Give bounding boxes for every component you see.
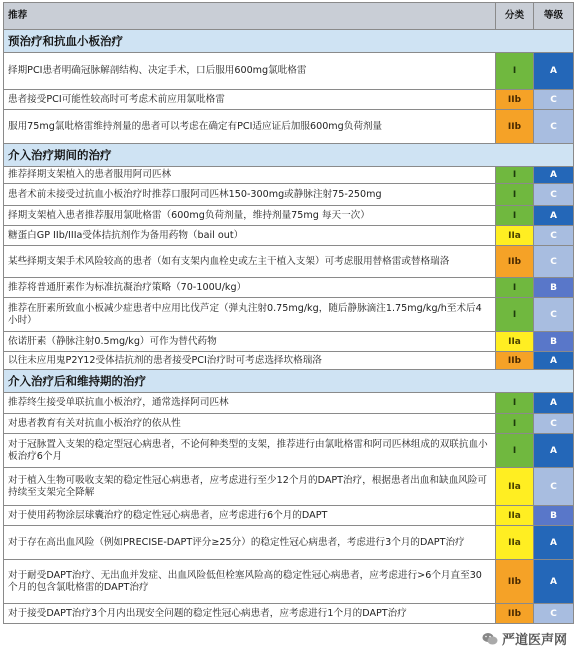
class-badge: I [496,393,534,414]
class-badge: I [496,298,534,332]
class-badge: IIb [496,90,534,110]
table-row [4,332,574,352]
section-title: 介入治疗期间的治疗 [4,144,574,167]
recommendation-text: 患者术前未接受过抗血小板治疗时推荐口服阿司匹林150-300mg或静脉注射75-250mg [4,184,496,206]
level-badge: B [534,506,574,526]
watermark [479,628,570,649]
level-badge: C [534,246,574,278]
class-badge: IIa [496,332,534,352]
header-recommendation: 推荐 [4,3,496,30]
recommendation-text: 推荐在肝素所致血小板减少症患者中应用比伐芦定（弹丸注射0.75mg/kg，随后静脉滴注1.75mg/kg/h至术后4小时） [4,298,496,332]
class-badge: I [496,414,534,434]
class-badge: I [496,434,534,468]
level-badge: A [534,434,574,468]
level-badge: C [534,184,574,206]
level-badge: A [534,167,574,184]
header-level: 等级 [534,3,574,30]
table-row [4,506,574,526]
table-body [4,30,574,624]
table-row [4,184,574,206]
class-badge: IIb [496,246,534,278]
level-badge: A [534,352,574,370]
recommendation-text: 对于接受DAPT治疗3个月内出现安全问题的稳定性冠心病患者，应考虑进行1个月的DAPT治疗 [4,604,496,624]
recommendation-text: 择期支架植入患者推荐服用氯吡格雷（600mg负荷剂量，维持剂量75mg 每天一次） [4,206,496,226]
class-badge: IIa [496,468,534,506]
recommendation-text: 某些择期支架手术风险较高的患者（如有支架内血栓史或左主干植入支架）可考虑服用替格雷或替格瑞洛 [4,246,496,278]
section-row [4,370,574,393]
level-badge: A [534,206,574,226]
table-row [4,526,574,560]
section-row [4,30,574,53]
recommendation-text: 对于使用药物涂层球囊治疗的稳定性冠心病患者，应考虑进行6个月的DAPT [4,506,496,526]
section-title: 介入治疗后和维持期的治疗 [4,370,574,393]
class-badge: IIb [496,604,534,624]
table-row [4,414,574,434]
recommendation-text: 推荐择期支架植入的患者服用阿司匹林 [4,167,496,184]
level-badge: A [534,53,574,90]
table-row [4,434,574,468]
level-badge: C [534,110,574,144]
level-badge: A [534,393,574,414]
class-badge: IIa [496,226,534,246]
wechat-icon [482,632,498,646]
table-row [4,352,574,370]
level-badge: C [534,604,574,624]
table-row [4,560,574,604]
level-badge: A [534,526,574,560]
class-badge: I [496,278,534,298]
watermark-text: 严道医声网 [502,629,567,648]
level-badge: C [534,226,574,246]
table-row [4,298,574,332]
class-badge: IIb [496,560,534,604]
recommendation-text: 推荐将普通肝素作为标准抗凝治疗策略（70-100U/kg） [4,278,496,298]
recommendation-text: 依诺肝素（静脉注射0.5mg/kg）可作为替代药物 [4,332,496,352]
recommendation-text: 对于存在高出血风险（例如PRECISE-DAPT评分≥25分）的稳定性冠心病患者，考虑进行3个月的DAPT治疗 [4,526,496,560]
class-badge: I [496,206,534,226]
table-row [4,278,574,298]
class-badge: I [496,53,534,90]
recommendation-text: 患者接受PCI可能性较高时可考虑术前应用氯吡格雷 [4,90,496,110]
class-badge: IIb [496,110,534,144]
recommendation-text: 择期PCI患者明确冠脉解剖结构、决定手术，口后服用600mg氯吡格雷 [4,53,496,90]
table-row [4,468,574,506]
recommendation-text: 对于冠脉置入支架的稳定型冠心病患者，不论何种类型的支架，推荐进行由氯吡格雷和阿司匹林组成的双联抗血小板治疗6个月 [4,434,496,468]
class-badge: IIb [496,352,534,370]
table-header-row [4,3,574,30]
recommendation-text: 对于耐受DAPT治疗、无出血并发症、出血风险低但栓塞风险高的稳定性冠心病患者，应考虑进行>6个月直至30个月的包含氯吡格雷的DAPT治疗 [4,560,496,604]
level-badge: C [534,414,574,434]
level-badge: C [534,468,574,506]
class-badge: IIa [496,526,534,560]
level-badge: C [534,298,574,332]
recommendation-text: 推荐终生接受单联抗血小板治疗，通常选择阿司匹林 [4,393,496,414]
header-class: 分类 [496,3,534,30]
table-row [4,246,574,278]
recommendation-text: 对于植入生物可吸收支架的稳定性冠心病患者，应考虑进行至少12个月的DAPT治疗，根据患者出血和缺血风险可持续至支架完全降解 [4,468,496,506]
level-badge: B [534,332,574,352]
recommendation-table [3,2,574,624]
table-row [4,226,574,246]
class-badge: IIa [496,506,534,526]
section-title: 预治疗和抗血小板治疗 [4,30,574,53]
section-row [4,144,574,167]
table-row [4,110,574,144]
class-badge: I [496,167,534,184]
recommendation-text: 服用75mg氯吡格雷维持剂量的患者可以考虑在确定有PCI适应证后加服600mg负荷剂量 [4,110,496,144]
class-badge: I [496,184,534,206]
table-row [4,393,574,414]
level-badge: B [534,278,574,298]
recommendation-text: 糖蛋白GP IIb/IIIa受体拮抗剂作为备用药物（bail out） [4,226,496,246]
recommendation-text: 对患者教育有关对抗血小板治疗的依从性 [4,414,496,434]
table-row [4,206,574,226]
table-row [4,604,574,624]
table-row [4,167,574,184]
recommendation-text: 以往未应用鬼P2Y12受体拮抗剂的患者接受PCI治疗时可考虑选择坎格瑞洛 [4,352,496,370]
table-row [4,53,574,90]
table-row [4,90,574,110]
level-badge: C [534,90,574,110]
level-badge: A [534,560,574,604]
